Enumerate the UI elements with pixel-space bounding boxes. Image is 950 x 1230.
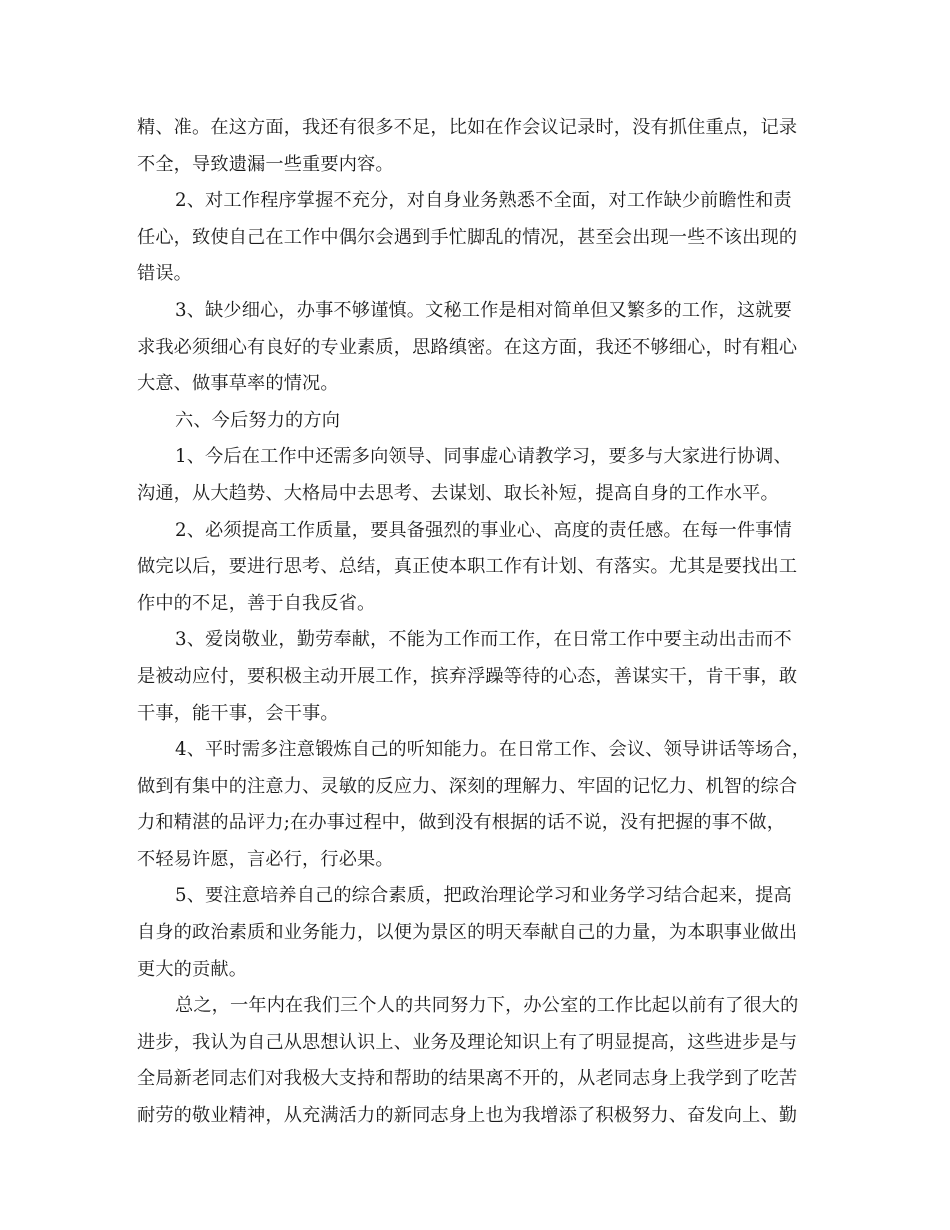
text-line: 总之，一年内在我们三个人的共同努力下，办公室的工作比起以前有了很大的 [175, 995, 799, 1017]
text-line: 精、准。在这方面，我还有很多不足，比如在作会议记录时，没有抓住重点，记录 [137, 117, 798, 138]
text-line: 做完以后，要进行思考、总结，真正使本职工作有计划、有落实。尤其是要找出工 [137, 556, 798, 578]
text-line: 自身的政治素质和业务能力，以便为景区的明天奉献自己的力量，为本职事业做出 [137, 922, 798, 944]
text-line: 不轻易许愿，言必行，行必果。 [137, 848, 394, 870]
text-line: 作中的不足，善于自我反省。 [137, 592, 376, 614]
text-line: 耐劳的敬业精神，从充满活力的新同志身上也为我增添了积极努力、奋发向上、勤 [137, 1105, 798, 1127]
text-line: 4、平时需多注意锻炼自己的听知能力。在日常工作、会议、领导讲话等场合， [175, 739, 811, 761]
document-body [137, 110, 827, 1135]
text-line: 六、今后努力的方向 [175, 409, 341, 431]
text-line: 求我必须细心有良好的专业素质，思路缜密。在这方面，我还不够细心，时有粗心 [137, 336, 798, 358]
text-line: 错误。 [137, 263, 193, 285]
text-line: 做到有集中的注意力、灵敏的反应力、深刻的理解力、牢固的记忆力、机智的综合 [137, 775, 798, 797]
text-line: 3、爱岗敬业，勤劳奉献，不能为工作而工作，在日常工作中要主动出击而不 [175, 629, 792, 651]
text-line: 任心，致使自己在工作中偶尔会遇到手忙脚乱的情况，甚至会出现一些不该出现的 [137, 226, 798, 248]
text-line: 2、必须提高工作质量，要具备强烈的事业心、高度的责任感。在每一件事情 [175, 519, 792, 541]
text-line: 2、对工作程序掌握不充分，对自身业务熟悉不全面，对工作缺少前瞻性和责 [175, 190, 792, 212]
text-line: 进步，我认为自己从思想认识上、业务及理论知识上有了明显提高，这些进步是与 [137, 1031, 798, 1053]
text-line: 干事，能干事，会干事。 [137, 702, 339, 724]
text-line: 沟通，从大趋势、大格局中去思考、去谋划、取长补短，提高自身的工作水平。 [137, 482, 779, 504]
text-line: 更大的贡献。 [137, 958, 248, 980]
text-line: 力和精湛的品评力;在办事过程中，做到没有根据的话不说，没有把握的事不做， [137, 812, 786, 834]
text-line: 5、要注意培养自己的综合素质，把政治理论学习和业务学习结合起来，提高 [175, 885, 792, 907]
text-line: 1、今后在工作中还需多向领导、同事虚心请教学习，要多与大家进行协调、 [175, 446, 792, 468]
text-line: 不全，导致遗漏一些重要内容。 [137, 153, 394, 175]
text-line: 3、缺少细心，办事不够谨慎。文秘工作是相对简单但又繁多的工作，这就要 [175, 299, 792, 321]
text-line: 全局新老同志们对我极大支持和帮助的结果离不开的，从老同志身上我学到了吃苦 [137, 1068, 798, 1090]
text-line: 大意、做事草率的情况。 [137, 373, 339, 395]
text-line: 是被动应付，要积极主动开展工作，摈弃浮躁等待的心态，善谋实干，肯干事，敢 [137, 665, 798, 687]
